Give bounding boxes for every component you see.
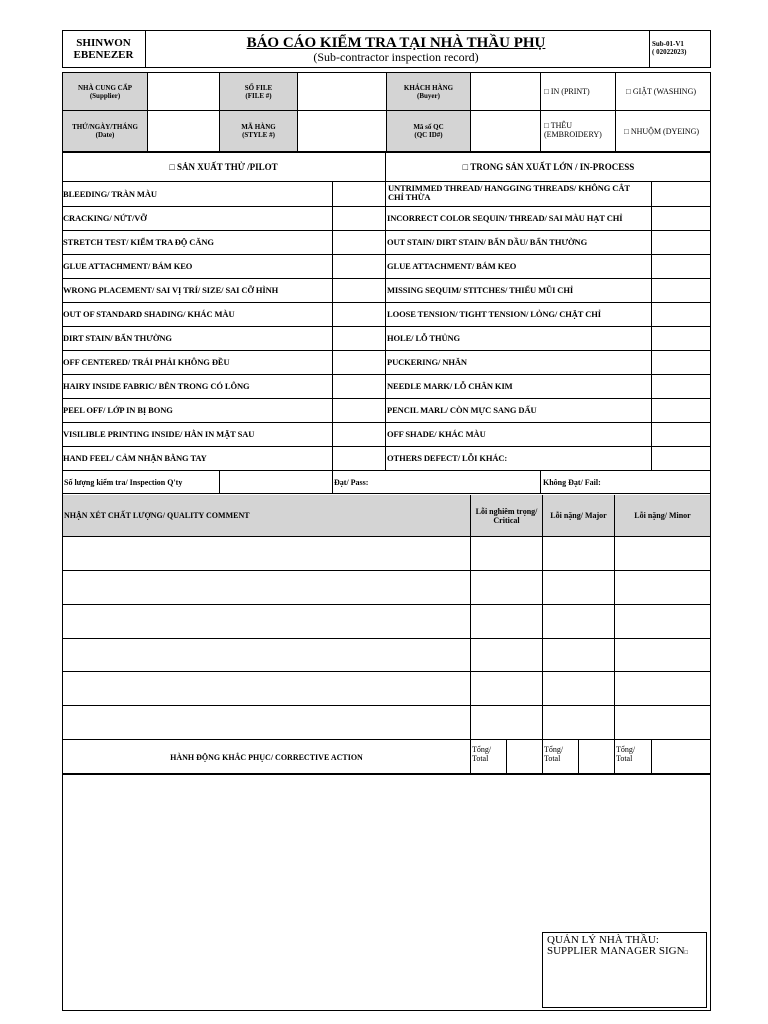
left-defect-check[interactable] — [333, 230, 386, 254]
right-defect-row — [386, 254, 652, 278]
left-defect-label: OUT OF STANDARD SHADING/ KHÁC MÀU — [63, 308, 235, 319]
right-defect-check[interactable] — [652, 326, 710, 350]
right-defect-label: INCORRECT COLOR SEQUIN/ THREAD/ SAI MÀU HẠT CHỈ — [387, 212, 623, 223]
left-defect-check[interactable] — [333, 422, 386, 446]
right-defect-label: OTHERS DEFECT/ LỖI KHÁC: — [387, 452, 508, 463]
left-defect-check[interactable] — [333, 398, 386, 422]
buyer-field[interactable] — [471, 73, 541, 110]
right-defect-row — [386, 350, 652, 374]
left-defect-row — [62, 398, 333, 422]
minor-total-field[interactable] — [652, 740, 710, 774]
right-defect-check[interactable] — [652, 182, 710, 206]
fail-field[interactable]: Không Đạt/ Fail: — [543, 477, 601, 487]
right-defect-row — [386, 446, 652, 470]
comment-minor-cell[interactable] — [615, 604, 711, 638]
right-defect-check[interactable] — [652, 302, 710, 326]
right-defect-row — [386, 374, 652, 398]
qc-id-label: Mã số QC (QC ID#) — [387, 111, 471, 151]
doc-code — [649, 30, 711, 68]
left-defect-label: BLEEDING/ TRÀN MÀU — [63, 188, 157, 199]
comment-text-cell[interactable] — [62, 536, 471, 570]
left-defect-row — [62, 422, 333, 446]
right-defect-row — [386, 278, 652, 302]
right-defect-label: GLUE ATTACHMENT/ BÁM KEO — [387, 260, 517, 271]
right-defect-check[interactable] — [652, 206, 710, 230]
comment-text-cell[interactable] — [62, 638, 471, 672]
comment-text-cell[interactable] — [62, 570, 471, 604]
left-defect-row — [62, 230, 333, 254]
comment-major-cell[interactable] — [543, 604, 615, 638]
comment-critical-cell[interactable] — [471, 705, 543, 739]
right-defect-label: PENCIL MARL/ CÒN MỰC SANG DẤU — [387, 404, 537, 415]
file-field[interactable] — [298, 73, 387, 110]
left-defect-row — [62, 350, 333, 374]
left-defect-check[interactable] — [333, 326, 386, 350]
left-defect-check[interactable] — [333, 254, 386, 278]
corrective-action-header: HÀNH ĐỘNG KHẮC PHỤC/ CORRECTIVE ACTION — [63, 740, 471, 774]
style-label: MÃ HÀNG (STYLE #) — [220, 111, 298, 151]
comment-minor-cell[interactable] — [615, 536, 711, 570]
critical-total-field[interactable] — [507, 740, 543, 774]
document-title: BÁO CÁO KIỂM TRA TẠI NHÀ THẦU PHỤ — [246, 34, 546, 51]
left-defect-check[interactable] — [333, 182, 386, 206]
inprocess-section-header[interactable]: □ TRONG SẢN XUẤT LỚN / IN-PROCESS — [386, 152, 711, 182]
right-defect-row — [386, 422, 652, 446]
left-defect-row — [62, 182, 333, 206]
comment-major-cell[interactable] — [543, 671, 615, 705]
comment-major-cell[interactable] — [543, 638, 615, 672]
major-header: Lỗi nặng/ Major — [543, 495, 615, 536]
comment-minor-cell[interactable] — [615, 570, 711, 604]
company-name — [62, 30, 146, 68]
supplier-field[interactable] — [148, 73, 220, 110]
left-defect-check[interactable] — [333, 206, 386, 230]
inspection-qty-field[interactable] — [220, 471, 333, 493]
left-defect-check[interactable] — [333, 446, 386, 470]
right-defect-row-first: UNTRIMMED THREAD/ HANGGING THREADS/ KHÔNG CẮT CHỈ THỪA — [388, 183, 630, 202]
qc-id-field[interactable] — [471, 111, 541, 151]
inspection-qty-label: Số lượng kiểm tra/ Inspection Q'ty — [63, 471, 220, 493]
left-defect-check[interactable] — [333, 302, 386, 326]
supplier-label: NHÀ CUNG CẤP (Supplier) — [63, 73, 148, 110]
left-defect-label: VISILIBLE PRINTING INSIDE/ HẰN IN MẶT SAU — [63, 428, 255, 439]
left-defect-label: GLUE ATTACHMENT/ BÁM KEO — [63, 260, 193, 271]
right-defect-row — [386, 326, 652, 350]
comment-critical-cell[interactable] — [471, 536, 543, 570]
right-defect-row — [386, 230, 652, 254]
left-defect-row — [62, 374, 333, 398]
doc-code-line2: ( 02022023) — [652, 48, 687, 56]
right-defect-check[interactable] — [652, 422, 710, 446]
embroidery-checkbox[interactable]: □ THÊU (EMBROIDERY) — [541, 111, 616, 151]
left-defect-label: STRETCH TEST/ KIỂM TRA ĐỘ CĂNG — [63, 236, 214, 247]
left-defect-label: WRONG PLACEMENT/ SAI VỊ TRÍ/ SIZE/ SAI CỠ HÌNH — [63, 284, 279, 295]
comment-text-cell[interactable] — [62, 671, 471, 705]
quality-comment-header: NHẬN XÉT CHẤT LƯỢNG/ QUALITY COMMENT — [63, 495, 471, 536]
left-defect-row — [62, 446, 333, 470]
left-defect-label: PEEL OFF/ LỚP IN BỊ BONG — [63, 404, 173, 415]
style-field[interactable] — [298, 111, 387, 151]
dyeing-checkbox[interactable]: □ NHUỘM (DYEING) — [624, 126, 700, 136]
comment-minor-cell[interactable] — [615, 671, 711, 705]
buyer-label: KHÁCH HÀNG (Buyer) — [387, 73, 471, 110]
left-defect-check[interactable] — [333, 278, 386, 302]
comment-text-cell[interactable] — [62, 604, 471, 638]
major-total-label: Tổng/ Total — [543, 740, 579, 774]
date-field[interactable] — [148, 111, 220, 151]
right-defect-label: OUT STAIN/ DIRT STAIN/ BẨN DẦU/ BẨN THƯỜNG — [387, 236, 588, 247]
right-defect-check[interactable] — [652, 374, 710, 398]
document-subtitle: (Sub-contractor inspection record) — [313, 49, 479, 64]
critical-total-label: Tổng/ Total — [471, 740, 507, 774]
comment-text-cell[interactable] — [62, 705, 471, 739]
comment-critical-cell[interactable] — [471, 604, 543, 638]
left-defect-label: DIRT STAIN/ BẨN THƯỜNG — [63, 332, 172, 343]
pilot-section-header[interactable]: □ SẢN XUẤT THỬ /PILOT — [62, 152, 386, 182]
supplier-manager-sign-box[interactable] — [542, 932, 707, 1008]
pass-field[interactable]: Đạt/ Pass: — [333, 471, 541, 493]
left-defect-row — [62, 302, 333, 326]
washing-checkbox[interactable]: □ GIẶT (WASHING) — [626, 87, 697, 96]
critical-header: Lỗi nghiêm trọng/ Critical — [471, 495, 543, 536]
left-defect-row — [62, 254, 333, 278]
file-label: SỐ FILE (FILE #) — [220, 73, 298, 110]
right-defect-label: MISSING SEQUIM/ STITCHES/ THIẾU MŨI CHỈ — [387, 284, 574, 295]
left-defect-label: HAIRY INSIDE FABRIC/ BÊN TRONG CÓ LÔNG — [63, 380, 250, 391]
comment-major-cell[interactable] — [543, 536, 615, 570]
right-defect-check[interactable] — [652, 254, 710, 278]
minor-total-label: Tổng/ Total — [615, 740, 652, 774]
left-defect-label: CRACKING/ NỨT/VỠ — [63, 212, 147, 223]
right-defect-label: NEEDLE MARK/ LỖ CHÂN KIM — [387, 380, 513, 391]
right-defect-check[interactable] — [652, 278, 710, 302]
minor-header: Lỗi nặng/ Minor — [615, 495, 710, 536]
right-defect-label: HOLE/ LỖ THỦNG — [387, 332, 461, 343]
right-defect-row — [386, 302, 652, 326]
left-defect-label: HAND FEEL/ CẢM NHẬN BẰNG TAY — [63, 452, 207, 463]
company-line1: SHINWON — [76, 37, 131, 49]
right-defect-check[interactable] — [652, 398, 710, 422]
left-defect-row — [62, 278, 333, 302]
comment-major-cell[interactable] — [543, 570, 615, 604]
comment-minor-cell[interactable] — [615, 705, 711, 739]
company-line2: EBENEZER — [73, 49, 134, 61]
right-defect-check[interactable] — [652, 230, 710, 254]
sign-line2: SUPPLIER MANAGER SIGN□ — [547, 945, 689, 957]
left-defect-row — [62, 206, 333, 230]
comment-critical-cell[interactable] — [471, 638, 543, 672]
doc-code-line1: Sub-01-V1 — [652, 40, 684, 48]
comment-critical-cell[interactable] — [471, 671, 543, 705]
left-defect-check[interactable] — [333, 374, 386, 398]
right-defect-label: OFF SHADE/ KHÁC MÀU — [387, 428, 486, 439]
right-defect-row — [386, 398, 652, 422]
left-defect-row — [62, 326, 333, 350]
comment-minor-cell[interactable] — [615, 638, 711, 672]
left-defect-check[interactable] — [333, 350, 386, 374]
document-title-block — [146, 30, 646, 68]
right-defect-row — [386, 206, 652, 230]
major-total-field[interactable] — [579, 740, 615, 774]
right-defect-label: LOOSE TENSION/ TIGHT TENSION/ LỎNG/ CHẶT CHỈ — [387, 308, 601, 319]
left-defect-label: OFF CENTERED/ TRÁI PHẢI KHÔNG ĐỀU — [63, 356, 230, 367]
right-defect-row — [386, 182, 652, 206]
date-label: THỨ/NGÀY/THÁNG (Date) — [63, 111, 148, 151]
sign-line1: QUẢN LÝ NHÀ THẦU: — [547, 934, 659, 946]
right-defect-check[interactable] — [652, 446, 710, 470]
right-defect-label: PUCKERING/ NHĂN — [387, 356, 467, 367]
right-defect-check[interactable] — [652, 350, 710, 374]
comment-major-cell[interactable] — [543, 705, 615, 739]
print-checkbox[interactable]: □ IN (PRINT) — [541, 73, 616, 110]
comment-critical-cell[interactable] — [471, 570, 543, 604]
